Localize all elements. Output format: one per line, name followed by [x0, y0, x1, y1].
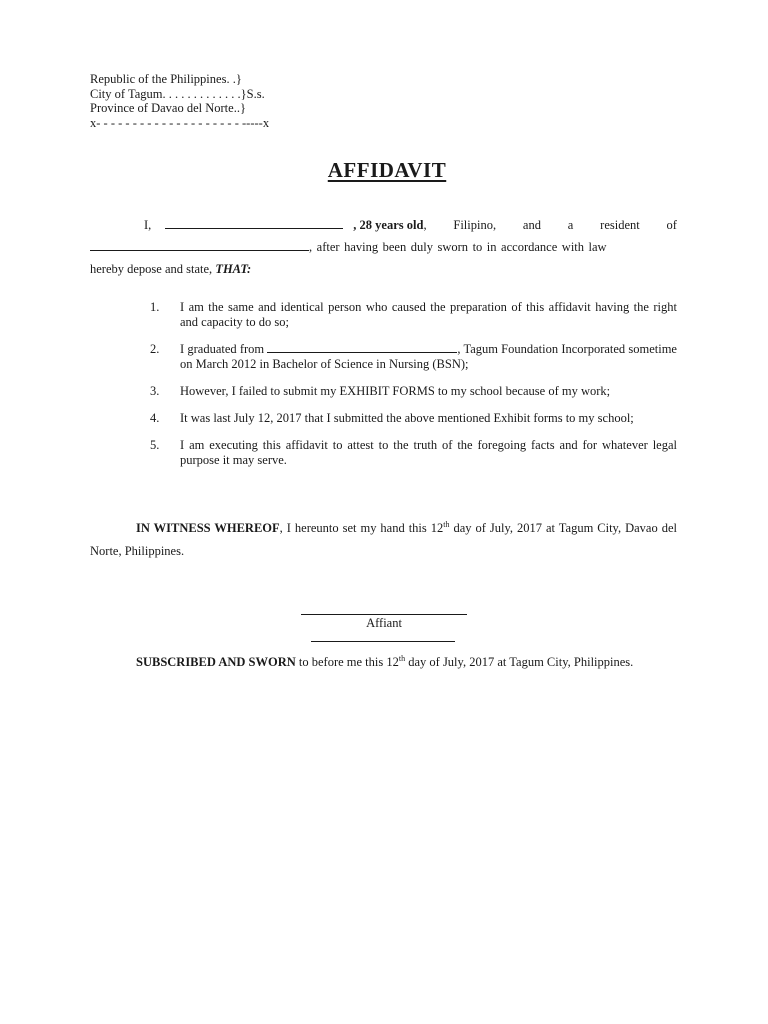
item-text [180, 342, 677, 372]
item-text: I am the same and identical person who caused the preparation of this affidavit having the right and capacity to do so; [180, 300, 677, 329]
list-item [150, 300, 677, 330]
affiant-signature-line [301, 614, 467, 615]
sworn-heading: SUBSCRIBED AND SWORN [136, 655, 296, 669]
item-text: However, I failed to submit my EXHIBIT FORMS to my school because of my work; [180, 383, 611, 398]
intro-line-3 [90, 258, 677, 280]
intro-of: of [666, 218, 677, 232]
intro-that: THAT: [215, 262, 252, 276]
list-item [150, 342, 677, 372]
affiant-underline [311, 641, 455, 642]
intro-comma: , [423, 218, 427, 232]
item-number: 3. [150, 383, 160, 398]
witness-sup: th [443, 519, 450, 529]
affiant-label: Affiant [366, 616, 402, 630]
sworn-text-1: to before me this 12 [295, 655, 399, 669]
item-text-post: , Tagum Foundation Incorporated sometime on March 2012 in Bachelor of Science in Nursing (BSN); [180, 341, 677, 371]
item-number: 1. [150, 300, 160, 314]
venue-republic: Republic of the Philippines. .} [90, 72, 242, 86]
intro-resident: resident [600, 218, 640, 232]
list-item [150, 384, 677, 399]
intro-age: , 28 years old [353, 218, 424, 232]
intro-line-2 [90, 236, 677, 258]
intro-a: a [567, 218, 574, 232]
intro-depose: hereby depose and state, [90, 262, 213, 276]
intro-and: and [522, 218, 541, 232]
intro-line-1 [90, 214, 677, 236]
venue-separator: x- - - - - - - - - - - - - - - - - - - - -----x [90, 115, 270, 130]
intro-paragraph [90, 214, 677, 280]
venue-block [90, 72, 269, 130]
name-blank [165, 218, 343, 229]
sworn-sup: th [398, 653, 406, 663]
intro-i: I, [144, 218, 152, 232]
item-text: I am executing this affidavit to attest to the truth of the foregoing facts and for whatever legal purpose it may serve. [180, 438, 677, 468]
document-title-wrap [0, 158, 768, 183]
item-text: It was last July 12, 2017 that I submitted the above mentioned Exhibit forms to my school; [180, 411, 634, 426]
sworn-paragraph [90, 655, 677, 670]
document-title: AFFIDAVIT [327, 158, 447, 182]
witness-text-2: day of July, 2017 at Tagum City, Davao del Norte, Philippines. [90, 521, 677, 558]
item-text-pre: I graduated from [180, 341, 268, 356]
venue-city: City of Tagum. . . . . . . . . . . . .}S.s. [90, 86, 265, 101]
statements-list [150, 300, 677, 480]
witness-heading: IN WITNESS WHEREOF [136, 521, 280, 535]
item-number: 5. [150, 438, 160, 453]
intro-after: , after having been duly sworn to in accordance with law [309, 240, 607, 254]
list-item [150, 438, 677, 468]
witness-text-1: , I hereunto set my hand this 12 [279, 521, 444, 535]
sworn-text-2: day of July, 2017 at Tagum City, Philippines. [405, 655, 634, 669]
school-blank [267, 342, 457, 353]
item-number: 2. [150, 341, 160, 356]
list-item [150, 411, 677, 426]
witness-paragraph [90, 517, 677, 563]
address-blank [90, 240, 309, 251]
intro-filipino: Filipino, [453, 218, 497, 232]
venue-province: Province of Davao del Norte..} [90, 101, 246, 116]
item-number: 4. [150, 411, 160, 426]
